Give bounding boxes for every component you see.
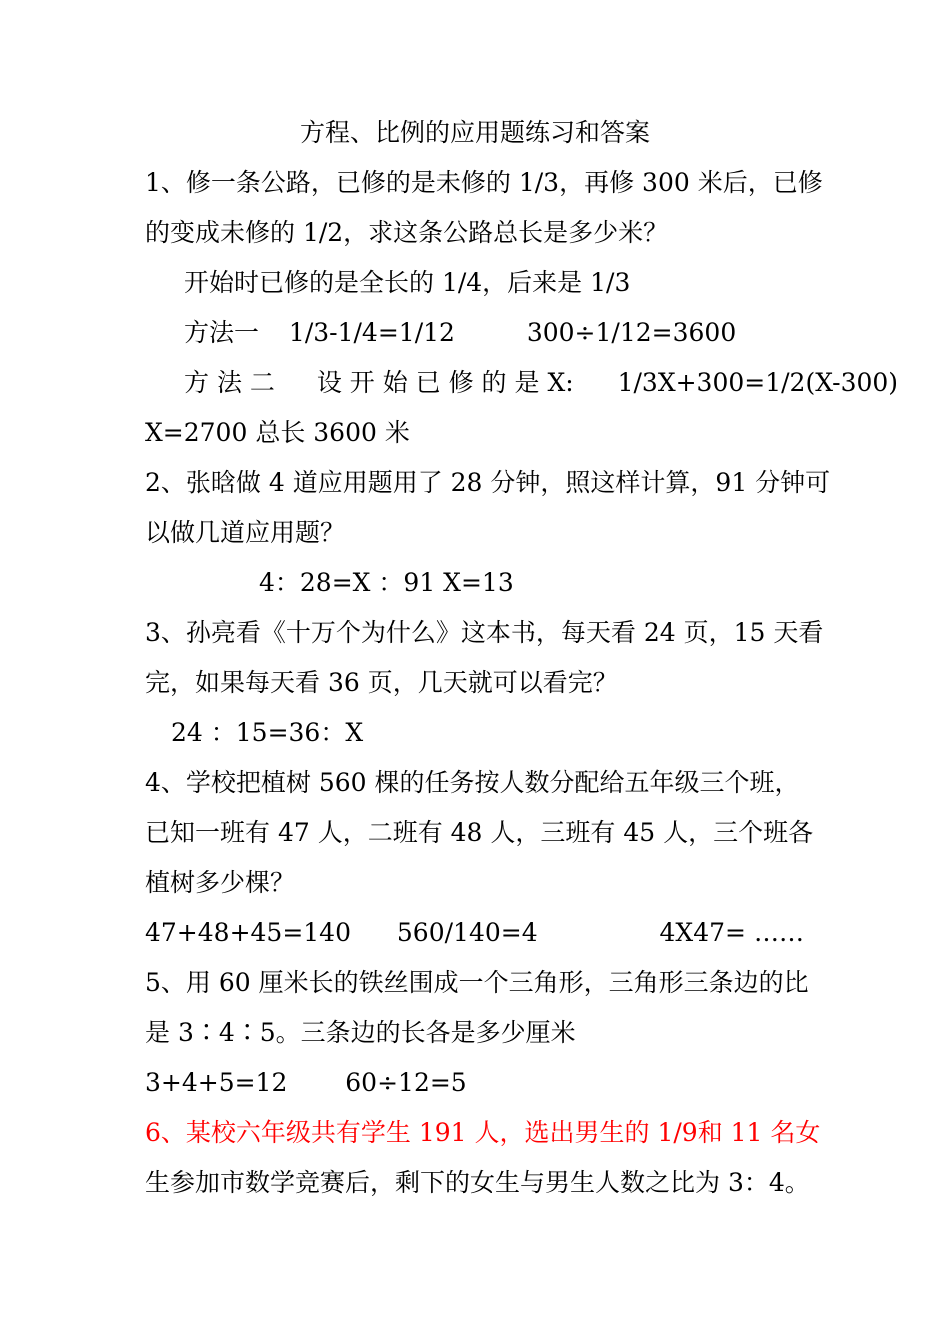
q4-line1: 4、学校把植树 560 棵的任务按人数分配给五年级三个班， <box>145 768 800 797</box>
q1-method2-equation: 1/3X+300=1/2(X-300) <box>617 368 899 397</box>
q1-line2: 的变成未修的 1/2，求这条公路总长是多少米？ <box>145 218 669 247</box>
q5-answer-sum: 3+4+5=12 <box>145 1068 288 1097</box>
q1-method1-result: 300÷1/12=3600 <box>526 318 737 347</box>
q1-method1-label: 方法一 <box>184 318 260 347</box>
q3-line1: 3、孙亮看《十万个为什么》这本书，每天看 24 页，15 天看 <box>145 618 824 647</box>
q6-line1: 6、某校六年级共有学生 191 人，选出男生的 1/9和 11 名女 <box>145 1118 821 1147</box>
q6-line2: 生参加市数学竞赛后，剩下的女生与男生人数之比为 3：4。 <box>145 1168 810 1197</box>
q4-line3: 植树多少棵？ <box>145 868 296 897</box>
q4-answer <box>145 916 804 950</box>
q1-method2-answer: X=2700 总长 3600 米 <box>145 418 410 447</box>
q5-line2: 是 3∶4∶5。三条边的长各是多少厘米 <box>145 1018 576 1047</box>
q1-method2 <box>184 366 898 400</box>
q4-line2: 已知一班有 47 人，二班有 48 人，三班有 45 人，三个班各 <box>145 818 814 847</box>
q3-line2: 完，如果每天看 36 页，几天就可以看完？ <box>145 668 618 697</box>
q1-line1: 1、修一条公路，已修的是未修的 1/3，再修 300 米后，已修 <box>145 168 823 197</box>
q1-method1 <box>184 316 736 350</box>
q4-answer-mul: 4X47= …… <box>659 918 804 947</box>
page-title: 方程、比例的应用题练习和答案 <box>299 118 650 147</box>
q2-answer: 4：28=X ：91 X=13 <box>259 568 514 597</box>
q3-answer: 24 ：15=36：X <box>171 718 364 747</box>
q5-answer-div: 60÷12=5 <box>345 1068 467 1097</box>
q5-line1: 5、用 60 厘米长的铁丝围成一个三角形，三角形三条边的比 <box>145 968 809 997</box>
q1-method1-calc: 1/3-1/4=1/12 <box>288 318 455 347</box>
q4-answer-div: 560/140=4 <box>396 918 538 947</box>
q1-answer-intro: 开始时已修的是全长的 1/4，后来是 1/3 <box>184 268 631 297</box>
q5-answer <box>145 1066 467 1100</box>
q2-line1: 2、张晗做 4 道应用题用了 28 分钟，照这样计算，91 分钟可 <box>145 468 831 497</box>
q2-line2: 以做几道应用题？ <box>145 518 346 547</box>
q1-method2-setup: 设 开 始 已 修 的 是 X: <box>316 368 574 397</box>
q4-answer-sum: 47+48+45=140 <box>145 918 351 947</box>
q1-method2-label: 方 法 二 <box>184 368 275 397</box>
